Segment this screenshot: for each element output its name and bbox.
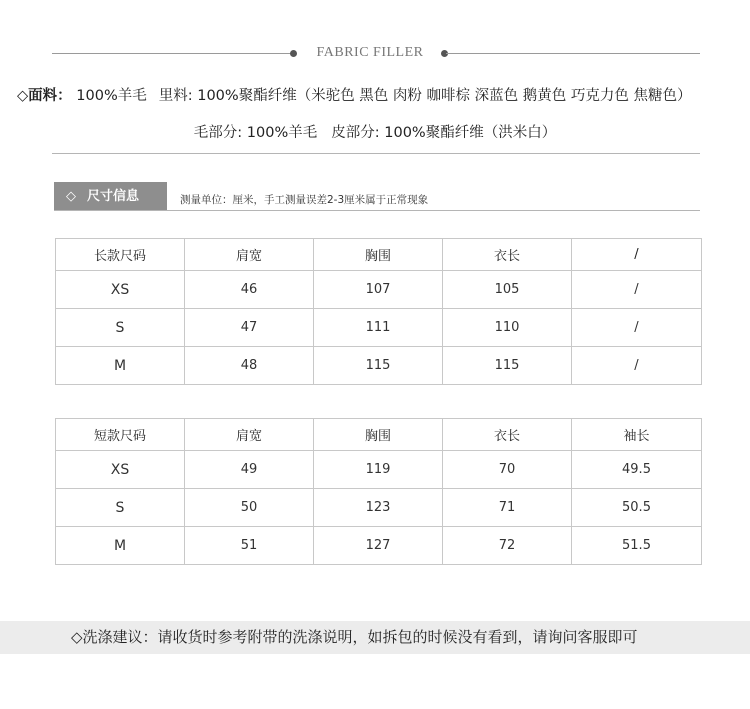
fabric-line-1 <box>17 84 750 105</box>
size-cell: S <box>56 489 185 527</box>
leather-composition: 100%聚酯纤维（洪米白） <box>384 125 557 141</box>
size-cell: XS <box>56 271 185 309</box>
short-size-table <box>55 418 702 565</box>
table-cell: 46 <box>185 271 314 309</box>
wash-advice-text: ◇洗涤建议：请收货时参考附带的洗涤说明，如拆包的时候没有看到，请询问客服即可 <box>71 628 638 646</box>
table-cell: 111 <box>314 309 443 347</box>
table-cell: 107 <box>314 271 443 309</box>
size-info-tab <box>54 182 167 211</box>
header-size: 长款尺码 <box>56 239 185 271</box>
header-length: 衣长 <box>443 419 572 451</box>
table-header-row <box>56 239 702 271</box>
table-cell: 50 <box>185 489 314 527</box>
table-cell: / <box>572 347 702 385</box>
table-cell: 49.5 <box>572 451 702 489</box>
table-row <box>56 489 702 527</box>
header-chest: 胸围 <box>314 419 443 451</box>
table-cell: 51.5 <box>572 527 702 565</box>
diamond-icon: ◇ <box>17 88 29 104</box>
table-cell: / <box>572 309 702 347</box>
header-dot-left <box>290 50 297 57</box>
table-cell: 119 <box>314 451 443 489</box>
divider <box>52 153 700 154</box>
table-cell: 72 <box>443 527 572 565</box>
table-cell: 105 <box>443 271 572 309</box>
fabric-label: ◇面料： <box>17 88 72 104</box>
lining-composition: 100%聚酯纤维（米驼色 黑色 肉粉 咖啡棕 深蓝色 鹅黄色 巧克力色 焦糖色） <box>197 88 692 104</box>
table-header-row <box>56 419 702 451</box>
size-info-label: 尺寸信息 <box>87 189 140 204</box>
size-tab-underline <box>54 210 700 211</box>
table-cell: 115 <box>443 347 572 385</box>
table-cell: 110 <box>443 309 572 347</box>
lining-label: 里料: <box>158 88 193 104</box>
table-row <box>56 347 702 385</box>
header-extra: / <box>572 239 702 271</box>
header-sleeve: 袖长 <box>572 419 702 451</box>
size-cell: S <box>56 309 185 347</box>
table-cell: 71 <box>443 489 572 527</box>
fur-label: 毛部分: <box>193 125 243 141</box>
header-size: 短款尺码 <box>56 419 185 451</box>
table-cell: 47 <box>185 309 314 347</box>
size-cell: XS <box>56 451 185 489</box>
size-cell: M <box>56 347 185 385</box>
measurement-note: 测量单位：厘米，手工测量误差2-3厘米属于正常现象 <box>180 194 429 206</box>
table-row <box>56 309 702 347</box>
table-cell: 70 <box>443 451 572 489</box>
header-line-left <box>52 53 295 54</box>
table-row <box>56 451 702 489</box>
table-cell: 50.5 <box>572 489 702 527</box>
table-cell: 48 <box>185 347 314 385</box>
wash-advice-bar <box>0 621 750 654</box>
header-length: 衣长 <box>443 239 572 271</box>
table-cell: 115 <box>314 347 443 385</box>
table-cell: 123 <box>314 489 443 527</box>
header-line-right <box>446 53 700 54</box>
table-cell: / <box>572 271 702 309</box>
fur-composition: 100%羊毛 <box>246 125 318 141</box>
header-shoulder: 肩宽 <box>185 419 314 451</box>
shell-composition: 100%羊毛 <box>76 88 147 104</box>
leather-label: 皮部分: <box>331 125 380 141</box>
section-title: FABRIC FILLER <box>316 45 424 60</box>
diamond-outline-icon: ◇ <box>66 189 76 204</box>
table-cell: 49 <box>185 451 314 489</box>
table-cell: 127 <box>314 527 443 565</box>
table-row <box>56 271 702 309</box>
table-cell: 51 <box>185 527 314 565</box>
header-shoulder: 肩宽 <box>185 239 314 271</box>
size-cell: M <box>56 527 185 565</box>
table-row <box>56 527 702 565</box>
fabric-line-2 <box>0 121 750 142</box>
header-chest: 胸围 <box>314 239 443 271</box>
long-size-table <box>55 238 702 385</box>
